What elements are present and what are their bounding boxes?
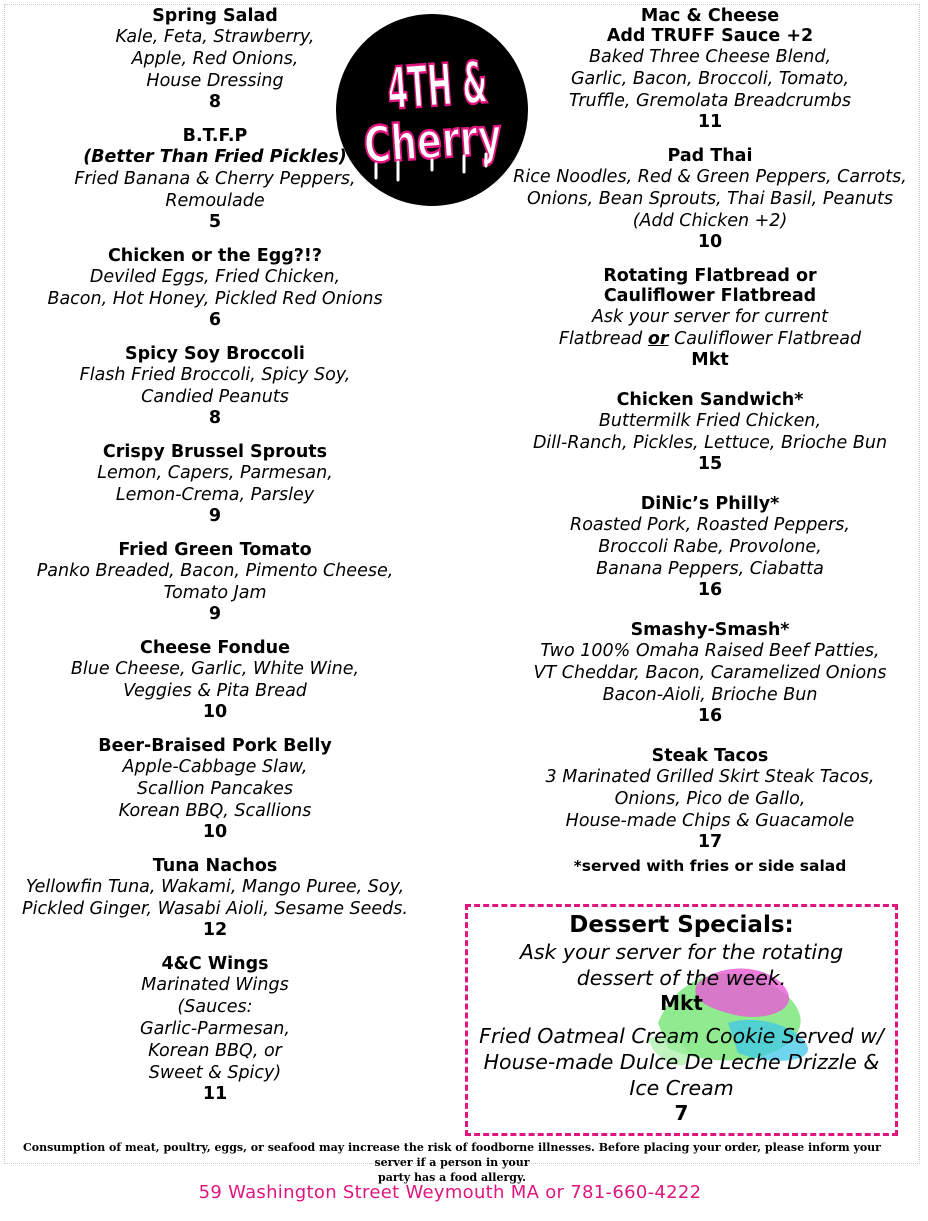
item-name: Rotating Flatbread or (603, 266, 817, 286)
item-desc: Bacon, Hot Honey, Pickled Red Onions (47, 289, 383, 309)
item-desc: Veggies & Pita Bread (123, 681, 307, 701)
menu-item (500, 390, 920, 474)
menu-item (8, 540, 422, 624)
item-price: 6 (208, 310, 222, 330)
menu-item (8, 856, 422, 940)
menu-item (500, 746, 920, 852)
item-desc: Flash Fried Broccoli, Spicy Soy, (79, 365, 351, 385)
item-desc: Deviled Eggs, Fried Chicken, (89, 267, 341, 287)
item-desc: House-made Chips & Guacamole (565, 811, 855, 831)
item-price: 15 (697, 454, 723, 474)
item-price: 16 (697, 580, 723, 600)
item-name-addon: Add TRUFF Sauce +2 (606, 26, 814, 46)
item-desc: Lemon, Capers, Parmesan, (97, 463, 333, 483)
dessert-desc: Fried Oatmeal Cream Cookie Served w/ (479, 1024, 884, 1048)
item-price: Mkt (691, 350, 729, 370)
item-price: 10 (202, 702, 228, 722)
item-desc: Truffle, Gremolata Breadcrumbs (569, 91, 851, 111)
item-price: 9 (208, 604, 222, 624)
item-desc: Rice Noodles, Red & Green Peppers, Carrots, (513, 167, 907, 187)
item-desc: Two 100% Omaha Raised Beef Patties, (540, 641, 880, 661)
item-desc: Fried Banana & Cherry Peppers, (74, 169, 356, 189)
item-desc: Garlic, Bacon, Broccoli, Tomato, (570, 69, 850, 89)
item-desc: VT Cheddar, Bacon, Caramelized Onions (533, 663, 887, 683)
item-name: Chicken or the Egg?!? (107, 246, 323, 266)
disclaimer-line: Consumption of meat, poultry, eggs, or seafood may increase the risk of foodborne illnesses. Before placing your order, please inform your server if a person in your (23, 1141, 881, 1169)
menu-item (8, 344, 422, 428)
item-desc: Korean BBQ, Scallions (118, 801, 312, 821)
item-name: Cheese Fondue (140, 638, 290, 658)
item-desc: Buttermilk Fried Chicken, (598, 411, 822, 431)
served-with-note: *served with fries or side salad (573, 857, 847, 875)
logo-text-top: 4TH & (385, 41, 589, 124)
item-desc: Apple-Cabbage Slaw, (122, 757, 308, 777)
dessert-specials-box (465, 904, 898, 1136)
allergy-disclaimer (8, 1140, 896, 1185)
item-desc: 3 Marinated Grilled Skirt Steak Tacos, (545, 767, 875, 787)
item-desc-part: Cauliflower Flatbread (668, 329, 862, 349)
menu-item (500, 146, 920, 252)
item-price: 11 (697, 112, 723, 132)
item-desc: Broccoli Rabe, Provolone, (598, 537, 822, 557)
item-name: Crispy Brussel Sprouts (102, 442, 328, 462)
logo-text-bottom: Cherry (361, 103, 554, 175)
item-name: Beer-Braised Pork Belly (98, 736, 332, 756)
dessert-desc: dessert of the week. (576, 966, 787, 990)
item-name: Pad Thai (667, 146, 753, 166)
item-price: 17 (697, 832, 723, 852)
dessert-title: Dessert Specials: (569, 912, 794, 938)
item-name: Spring Salad (152, 6, 278, 26)
item-desc-or: or (647, 329, 669, 349)
item-desc: Apple, Red Onions, (131, 49, 299, 69)
item-desc-part: Flatbread (558, 329, 648, 349)
item-desc: Remoulade (165, 191, 265, 211)
item-desc (500, 328, 920, 350)
item-desc: Onions, Pico de Gallo, (614, 789, 806, 809)
item-desc: (Sauces: (177, 997, 253, 1017)
item-name: Tuna Nachos (152, 856, 278, 876)
item-desc: Pickled Ginger, Wasabi Aioli, Sesame Seeds. (22, 899, 408, 919)
item-price: 9 (208, 506, 222, 526)
item-desc: House Dressing (146, 71, 284, 91)
menu-item (8, 246, 422, 330)
item-desc: Panko Breaded, Bacon, Pimento Cheese, (36, 561, 394, 581)
item-name: Steak Tacos (651, 746, 769, 766)
item-desc: Roasted Pork, Roasted Peppers, (570, 515, 850, 535)
item-desc: Banana Peppers, Ciabatta (596, 559, 824, 579)
menu-item (8, 638, 422, 722)
item-price: 8 (208, 92, 222, 112)
item-desc: Kale, Feta, Strawberry, (115, 27, 315, 47)
menu-item (500, 266, 920, 370)
menu-item (500, 620, 920, 726)
item-name-line2: Cauliflower Flatbread (603, 286, 817, 306)
menu-item (8, 736, 422, 842)
dessert-price: Mkt (660, 991, 703, 1015)
item-name: DiNic’s Philly* (640, 494, 780, 514)
item-price: 10 (697, 232, 723, 252)
dessert-desc: House-made Dulce De Leche Drizzle & (483, 1050, 880, 1074)
item-desc: Baked Three Cheese Blend, (588, 47, 832, 67)
item-price: 8 (208, 408, 222, 428)
item-price: 11 (202, 1084, 228, 1104)
dessert-price: 7 (674, 1101, 689, 1125)
restaurant-address: 59 Washington Street Weymouth MA or 781-660-4222 (198, 1182, 702, 1203)
item-desc: Ask your server for current (591, 307, 829, 327)
menu-item (8, 954, 422, 1104)
item-name: Fried Green Tomato (118, 540, 312, 560)
item-desc: Garlic-Parmesan, (140, 1019, 290, 1039)
item-desc: Lemon-Crema, Parsley (115, 485, 315, 505)
item-desc: Sweet & Spicy) (148, 1063, 282, 1083)
dessert-desc: Ice Cream (629, 1076, 734, 1100)
item-desc: Onions, Bean Sprouts, Thai Basil, Peanuts (526, 189, 894, 209)
item-desc: Dill-Ranch, Pickles, Lettuce, Brioche Bun (532, 433, 888, 453)
item-desc: Yellowfin Tuna, Wakami, Mango Puree, Soy, (25, 877, 405, 897)
item-price: 10 (202, 822, 228, 842)
menu-item (500, 494, 920, 600)
item-desc: Candied Peanuts (141, 387, 289, 407)
menu-item (8, 442, 422, 526)
dessert-desc: Ask your server for the rotating (519, 940, 844, 964)
item-desc: Marinated Wings (141, 975, 289, 995)
disclaimer-line: party has a food allergy. (378, 1171, 526, 1184)
item-name: Chicken Sandwich* (616, 390, 804, 410)
item-name: B.T.F.P (182, 126, 248, 146)
menu-right-column (500, 6, 920, 876)
item-desc: Korean BBQ, or (148, 1041, 282, 1061)
item-desc: Tomato Jam (163, 583, 267, 603)
item-name: Smashy-Smash* (630, 620, 790, 640)
item-price: 16 (697, 706, 723, 726)
item-price: 5 (208, 212, 222, 232)
item-name: 4&C Wings (161, 954, 269, 974)
item-name: Mac & Cheese (640, 6, 780, 26)
menu-item (500, 6, 920, 132)
item-desc: Bacon-Aioli, Brioche Bun (602, 685, 818, 705)
item-name: Spicy Soy Broccoli (125, 344, 305, 364)
item-price: 12 (202, 920, 228, 940)
item-desc: (Add Chicken +2) (632, 211, 788, 231)
item-desc: Scallion Pancakes (136, 779, 294, 799)
item-desc: Blue Cheese, Garlic, White Wine, (70, 659, 360, 679)
item-subtitle: (Better Than Fried Pickles) (83, 147, 347, 167)
